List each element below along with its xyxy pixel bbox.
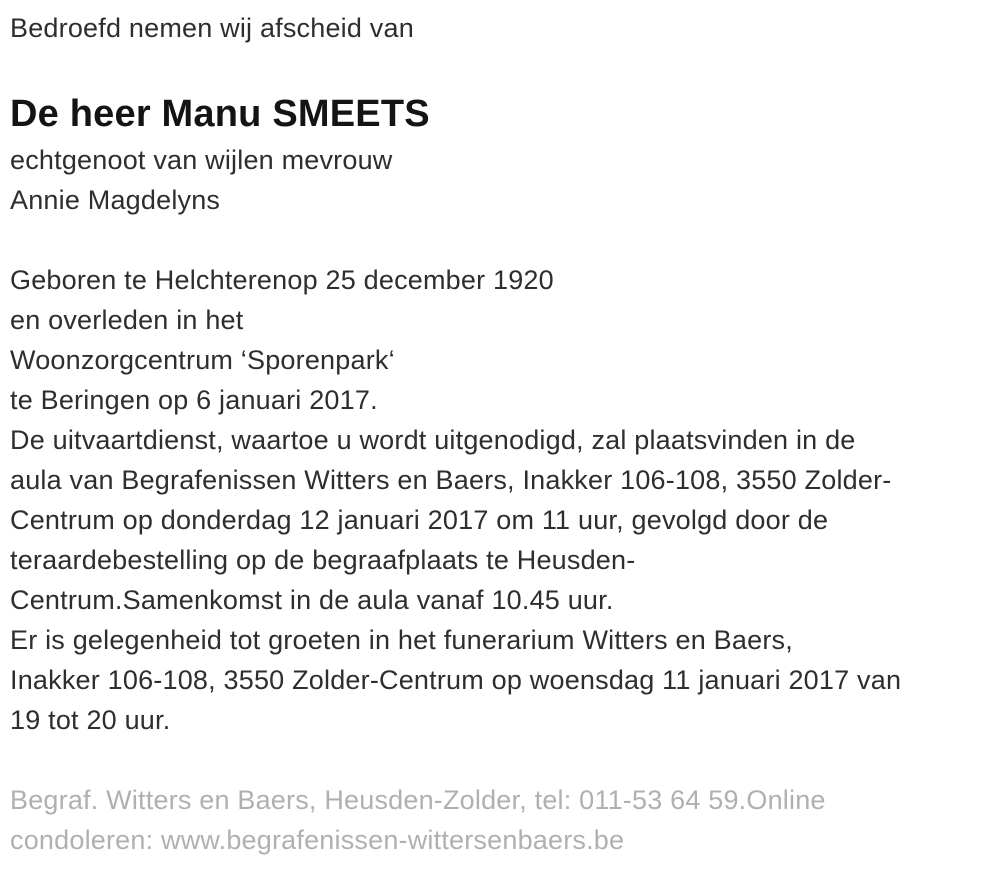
spacer bbox=[10, 740, 990, 780]
relation-line: echtgenoot van wijlen mevrouw bbox=[10, 145, 393, 175]
funeral-home-info: Begraf. Witters en Baers, Heusden-Zolder, tel: 011-53 64 59.Online bbox=[10, 785, 826, 815]
body-line: Inakker 106-108, 3550 Zolder-Centrum op woensdag 11 januari 2017 van bbox=[10, 665, 902, 695]
notice-body bbox=[10, 260, 990, 740]
spacer bbox=[10, 220, 990, 260]
notice-footer bbox=[10, 780, 990, 860]
body-line: Geboren te Helchterenop 25 december 1920 bbox=[10, 265, 554, 295]
condolence-website: condoleren: www.begrafenissen-wittersenbaers.be bbox=[10, 825, 625, 855]
body-line: 19 tot 20 uur. bbox=[10, 705, 171, 735]
intro-line: Bedroefd nemen wij afscheid van bbox=[10, 13, 414, 43]
body-line: Woonzorgcentrum ‘Sporenpark‘ bbox=[10, 345, 395, 375]
body-line: De uitvaartdienst, waartoe u wordt uitgenodigd, zal plaatsvinden in de bbox=[10, 425, 856, 455]
body-line: Er is gelegenheid tot groeten in het funerarium Witters en Baers, bbox=[10, 625, 793, 655]
body-line: en overleden in het bbox=[10, 305, 244, 335]
body-line: Centrum.Samenkomst in de aula vanaf 10.45 uur. bbox=[10, 585, 614, 615]
body-line: Centrum op donderdag 12 januari 2017 om 11 uur, gevolgd door de bbox=[10, 505, 829, 535]
spacer bbox=[10, 48, 990, 88]
body-line: aula van Begrafenissen Witters en Baers, Inakker 106-108, 3550 Zolder- bbox=[10, 465, 892, 495]
deceased-name: De heer Manu SMEETS bbox=[10, 93, 430, 135]
relation-line: Annie Magdelyns bbox=[10, 185, 221, 215]
body-line: te Beringen op 6 januari 2017. bbox=[10, 385, 378, 415]
body-line: teraardebestelling op de begraafplaats te Heusden- bbox=[10, 545, 636, 575]
